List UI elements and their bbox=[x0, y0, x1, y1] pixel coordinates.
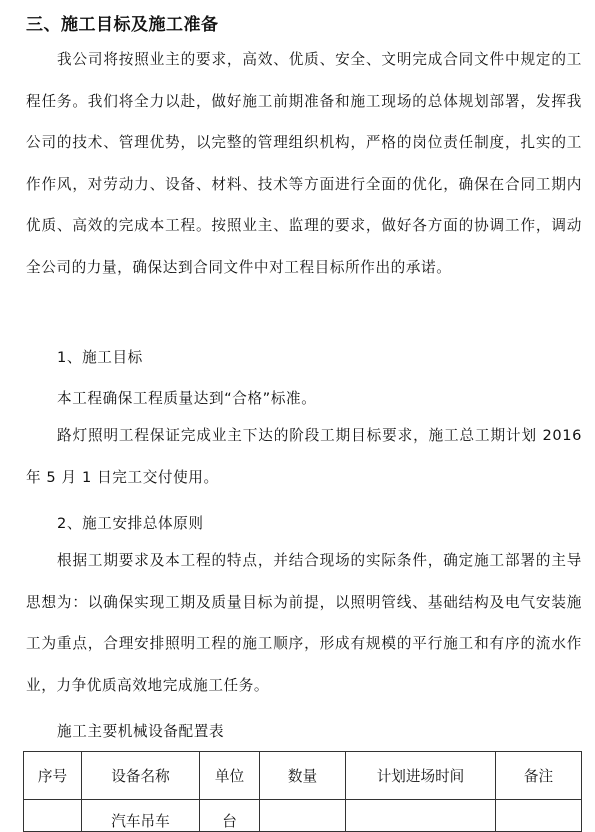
equipment-table-title: 施工主要机械设备配置表 bbox=[57, 723, 225, 740]
header-serial: 序号 bbox=[24, 752, 82, 800]
intro-paragraph: 我公司将按照业主的要求，高效、优质、安全、文明完成合同文件中规定的工程任务。我们将全力以赴，做好施工前期准备和施工现场的总体规划部署，发挥我公司的技术、管理优势，以完整的管理组织机构，严格的岗位责任制度，扎实的工作作风，对劳动力、设备、材料、技术等方面进行全面的优化，确保在合同工期内优质、高效的完成本工程。按照业主、监理的要求，做好各方面的协调工作，调动全公司的力量，确保达到合同文件中对工程目标所作出的承诺。 bbox=[26, 51, 582, 276]
principles-paragraph: 根据工期要求及本工程的特点，并结合现场的实际条件，确定施工部署的主导思想为：以确保实现工期及质量目标为前提，以照明管线、基础结构及电气安装施工为重点，合理安排照明工程的施工顺序，形成有规模的平行施工和有序的流水作业，力争优质高效地完成施工任务。 bbox=[26, 552, 582, 694]
header-planned-entry-time: 计划进场时间 bbox=[346, 752, 496, 800]
header-equipment-name: 设备名称 bbox=[82, 752, 200, 800]
cell-remarks bbox=[496, 800, 582, 832]
cell-quantity bbox=[260, 800, 346, 832]
table-row bbox=[24, 800, 582, 832]
cell-serial bbox=[24, 800, 82, 832]
header-quantity: 数量 bbox=[260, 752, 346, 800]
section-title: 三、施工目标及施工准备 bbox=[26, 15, 219, 35]
cell-planned-entry-time bbox=[346, 800, 496, 832]
equipment-table bbox=[23, 751, 582, 832]
schedule-paragraph: 路灯照明工程保证完成业主下达的阶段工期目标要求，施工总工期计划 2016 年 5 月 1 日完工交付使用。 bbox=[26, 427, 582, 486]
header-unit: 单位 bbox=[200, 752, 260, 800]
subheading-construction-goal: 1、施工目标 bbox=[57, 349, 143, 366]
subheading-general-principles: 2、施工安排总体原则 bbox=[57, 515, 204, 532]
quality-goal-text: 本工程确保工程质量达到“合格”标准。 bbox=[57, 390, 317, 407]
cell-unit: 台 bbox=[200, 800, 260, 832]
cell-equipment-name: 汽车吊车 bbox=[82, 800, 200, 832]
table-header-row bbox=[24, 752, 582, 800]
header-remarks: 备注 bbox=[496, 752, 582, 800]
